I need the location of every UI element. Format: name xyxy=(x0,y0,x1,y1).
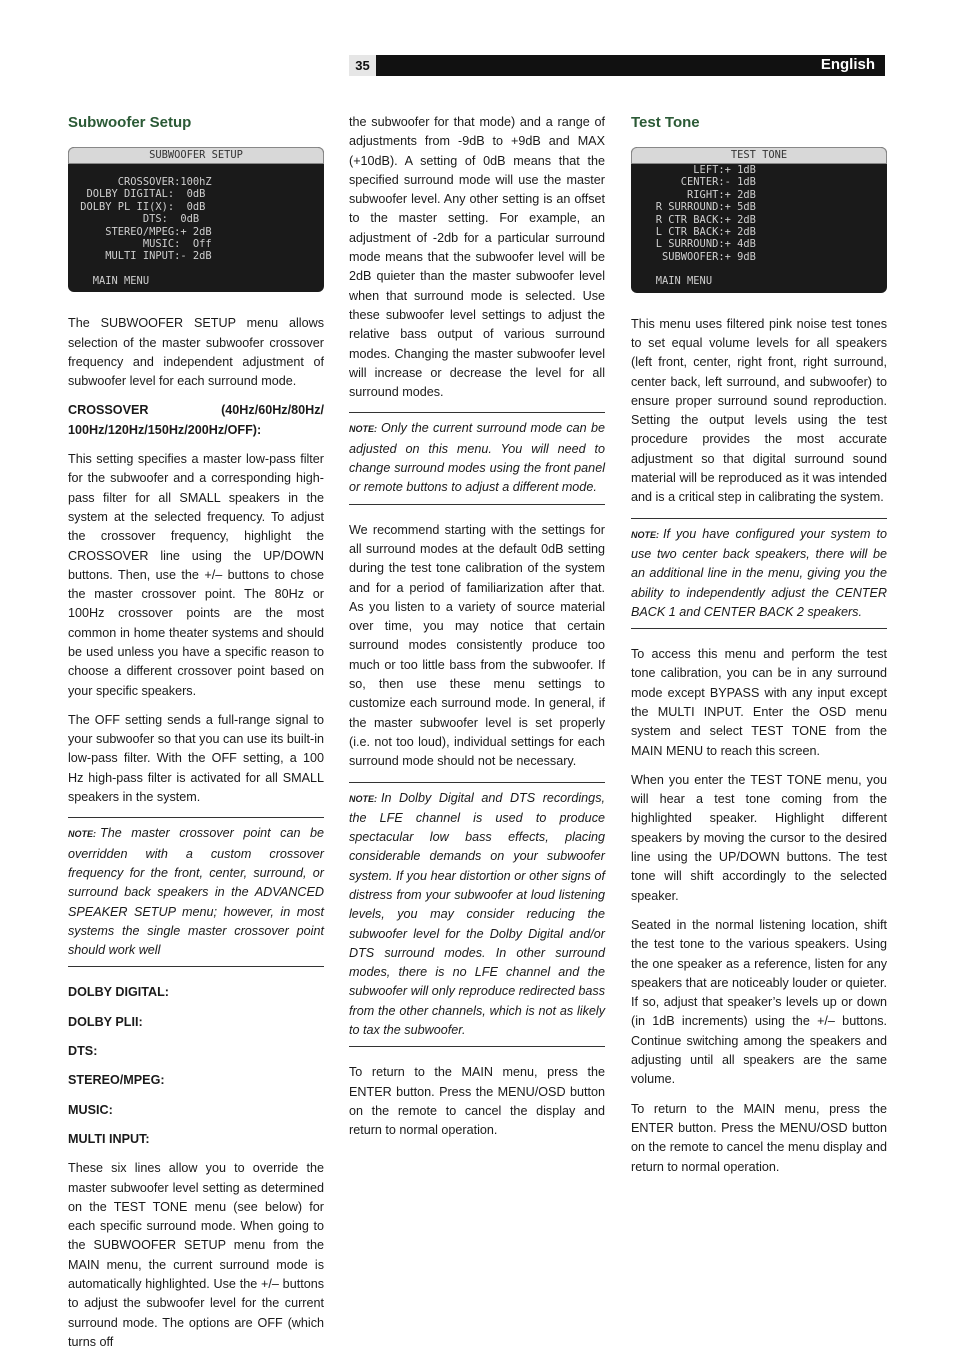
osd-line: STEREO/MPEG:+ 2dB xyxy=(74,225,212,238)
paragraph: To return to the MAIN menu, press the ENTER button. Press the MENU/OSD button on the remote to cancel the display and return to normal operation. xyxy=(349,1065,605,1138)
note-text: In Dolby Digital and DTS recordings, the LFE channel is used to produce spectacular low bass effects, placing considerable demands on your subwoofer system. If you hear distortion or other signs of distress from your subwoofer at loud listening levels, you may consider reducing the subwoofer level for the Dolby Digital and/or DTS surround modes. In other surround modes, there is no LFE channel and the subwoofer will only reproduce redirected bass from the other channels, which is not as likely to tax the subwoofer. xyxy=(349,790,605,1038)
osd-line: R SURROUND:+ 5dB xyxy=(637,201,756,214)
osd-footer: MAIN MENU xyxy=(637,275,713,288)
note-box xyxy=(68,817,324,967)
paragraph: This menu uses filtered pink noise test tones to set equal volume levels for all speakers (left front, center, right front, right surround, center back, left surround, and subwoofer) to ensure proper surround sound reproduction. Setting the output levels using the test procedure provides the most accurate adjustment so that digital surround sound material will be reproduced as it was intended and is a critical step in calibrating the system. xyxy=(631,316,887,505)
osd-line: MUSIC: Off xyxy=(74,238,212,251)
osd-line: RIGHT:+ 2dB xyxy=(637,188,756,201)
osd-subwoofer-setup xyxy=(68,147,324,292)
mode-label: DOLBY DIGITAL: xyxy=(68,985,169,1000)
header-bar xyxy=(349,55,885,76)
osd-line: CENTER:- 1dB xyxy=(637,176,756,189)
mode-label: DTS: xyxy=(68,1044,98,1059)
paragraph: The SUBWOOFER SETUP menu allows selection of the master subwoofer crossover frequency and independent adjustment of subwoofer level for each surround mode. xyxy=(68,316,324,389)
osd-line: DOLBY PL II(X): 0dB xyxy=(74,200,206,213)
osd-line: DTS: 0dB xyxy=(74,213,200,226)
paragraph: The OFF setting sends a full-range signal to your subwoofer so that you can use its built-in low-pass filter. With the OFF setting, a 100 Hz high-pass filter is activated for all SMALL speakers in the system. xyxy=(68,712,324,805)
osd-title: TEST TONE xyxy=(631,147,887,164)
language-label: English xyxy=(820,56,875,73)
column-right xyxy=(631,113,887,1187)
section-heading-test-tone: Test Tone xyxy=(631,114,700,131)
note-box xyxy=(349,412,605,504)
paragraph: To return to the MAIN menu, press the ENTER button. Press the MENU/OSD button on the remote to cancel the menu display and return to normal operation. xyxy=(631,1101,887,1174)
osd-line: L CTR BACK:+ 2dB xyxy=(637,226,756,239)
page-number: 35 xyxy=(349,55,376,76)
mode-label: DOLBY PLII: xyxy=(68,1014,143,1029)
osd-footer: MAIN MENU xyxy=(74,274,150,287)
note-tag: NOTE: xyxy=(68,829,96,840)
osd-line: LEFT:+ 1dB xyxy=(637,164,756,176)
osd-line: R CTR BACK:+ 2dB xyxy=(637,213,756,226)
paragraph: To access this menu and perform the test tone calibration, you can be in any surround mode except BYPASS with any input except the MULTI INPUT. Enter the OSD menu system and select TEST TONE from the MAIN MENU to reach this screen. xyxy=(631,647,887,758)
mode-label: MULTI INPUT: xyxy=(68,1131,150,1146)
column-left xyxy=(68,113,324,1362)
crossover-heading: CROSSOVER (40Hz/60Hz/80Hz/ 100Hz/120Hz/150Hz/200Hz/OFF): xyxy=(68,403,324,437)
paragraph: This setting specifies a master low-pass filter for the subwoofer and a corresponding high-pass filter for all SMALL speakers in the system at the selected frequency. To adjust the crossover frequency, highlight the CROSSOVER line using the UP/DOWN buttons. Then, use the +/– buttons to chose the master crossover point. The 80Hz or 100Hz crossover points are the most common in home theater systems and should be used unless you have a specific reason to choose a different crossover point based on your specific speakers. xyxy=(68,452,324,698)
osd-title: SUBWOOFER SETUP xyxy=(68,147,324,164)
osd-line: MULTI INPUT:- 2dB xyxy=(74,250,212,263)
paragraph: When you enter the TEST TONE menu, you will hear a test tone coming from the highlighted speaker. Highlight different speakers by moving the cursor to the desired line using the UP/DOWN buttons. The test tone will shift accordingly to the selected speaker. xyxy=(631,772,887,903)
mode-label: MUSIC: xyxy=(68,1102,113,1117)
note-text: The master crossover point can be overridden with a custom crossover frequency for the front, center, surround, or surround back speakers in the ADVANCED SPEAKER SETUP menu; however, in most systems the single master crossover point should work well xyxy=(68,826,324,958)
paragraph: We recommend starting with the settings for all surround modes at the default 0dB setting during the test tone calibration of the system and for a period of familiarization after that. As you listen to a variety of source material over time, you may notice that certain surround modes consistently produce too much or too little bass from the subwoofer. If so, then use these menu settings to customize each surround mode. In general, if the master subwoofer level is set properly (i.e. not too loud), individual settings for each surround mode should not be necessary. xyxy=(349,522,605,769)
column-middle xyxy=(349,113,605,1151)
note-tag: NOTE: xyxy=(349,424,377,435)
note-box xyxy=(631,518,887,629)
section-heading-subwoofer-setup: Subwoofer Setup xyxy=(68,114,192,131)
note-text: Only the current surround mode can be adjusted on this menu. You will need to change surround modes using the front panel or remote buttons to adjust a different mode. xyxy=(349,421,605,495)
osd-line: SUBWOOFER:+ 9dB xyxy=(637,250,756,263)
note-tag: NOTE: xyxy=(631,529,659,540)
osd-line: CROSSOVER:100hZ xyxy=(74,176,212,188)
osd-line: DOLBY DIGITAL: 0dB xyxy=(74,188,206,201)
mode-label: STEREO/MPEG: xyxy=(68,1073,165,1088)
note-text: If you have configured your system to use two center back speakers, there will be an additional line in the menu, giving you the ability to independently adjust the CENTER BACK 1 and CENTER BACK 2 speakers. xyxy=(631,526,887,619)
paragraph: the subwoofer for that mode) and a range of adjustments from -9dB to +9dB and MAX (+10dB). A setting of 0dB means that the specified surround mode will use the master subwoofer level. Any other setting is an offset to the master setting. For example, an adjustment of -2db for a particular surround mode means that the subwoofer level will be 2dB quieter than the master subwoofer level when that surround mode is selected. Use these subwoofer level settings to adjust the relative bass output of various surround modes. Changing the master subwoofer level will increase or decrease the level for all surround modes. xyxy=(349,115,605,400)
osd-line: L SURROUND:+ 4dB xyxy=(637,238,756,251)
note-tag: NOTE: xyxy=(349,793,377,804)
note-box xyxy=(349,782,605,1048)
paragraph: Seated in the normal listening location, shift the test tone to the various speakers. Using the one speaker as a reference, listen for any speakers that are noticeably louder or quieter. If so, adjust that speaker’s levels up or down (in 1dB increments) using the +/– buttons. Continue switching among the speakers and adjusting until all speakers are the same volume. xyxy=(631,917,887,1087)
paragraph: These six lines allow you to override the master subwoofer level setting as determined on the TEST TONE menu (see below) for each specific surround mode. When going to the SUBWOOFER SETUP menu from the MAIN menu, the current surround mode is automatically highlighted. Use the +/– buttons to adjust the subwoofer level for the current surround mode. The options are OFF (which turns off xyxy=(68,1161,324,1349)
osd-test-tone xyxy=(631,147,887,293)
